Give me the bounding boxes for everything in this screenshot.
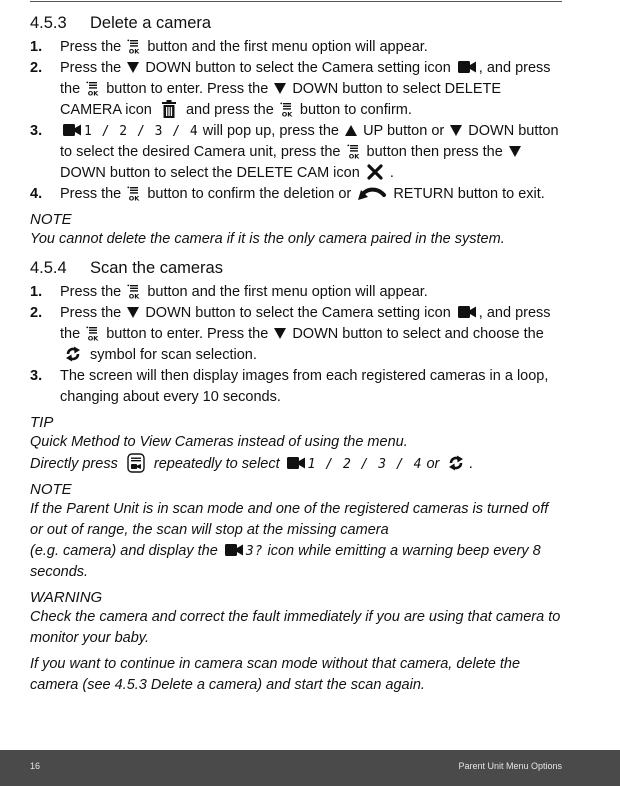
- note-heading: NOTE: [30, 211, 72, 228]
- page-content: [30, 13, 562, 696]
- warning-heading: WARNING: [30, 589, 103, 606]
- scan-cameras-steps: [30, 282, 562, 408]
- list-item: 3. 1 / 2 / 3 / 4 will pop up, press the UP button or DOWN button to select the desired Camera unit, press the button then press the DOWN button to select the DELETE CAM icon .: [30, 123, 559, 181]
- list-item: 2. Press the DOWN button to select the Camera setting icon , and press the button to enter. Press the DOWN button to select DELETE CAMERA icon and press the button to confirm.: [30, 60, 551, 118]
- note-text: If the Parent Unit is in scan mode and one of the registered cameras is turned off or out of range, the scan will stop at the missing camera: [30, 501, 549, 538]
- ok-menu-icon: [127, 186, 141, 201]
- ok-menu-icon: [347, 144, 361, 159]
- list-item: 1. Press the button and the first menu option will appear.: [30, 284, 428, 300]
- top-rule: [30, 1, 562, 2]
- down-arrow-icon: [450, 125, 462, 136]
- warning-text-2: If you want to continue in camera scan mode without that camera, delete the camera (see 4.5.3 Delete a camera) and start the scan again.: [30, 656, 521, 693]
- camera-icon: [63, 123, 81, 137]
- up-arrow-icon: [345, 125, 357, 136]
- ok-menu-icon: [127, 39, 141, 54]
- section-heading-scan-cameras: [30, 258, 562, 278]
- section-title: Scan the cameras: [90, 259, 223, 277]
- down-arrow-icon: [127, 307, 139, 318]
- ok-menu-icon: [127, 284, 141, 299]
- camera-numbers: 1 / 2 / 3 / 4: [84, 124, 199, 139]
- camera-icon: [287, 456, 305, 470]
- note-text-cont: (e.g. camera) and display the 3? icon while emitting a warning beep every 8 seconds.: [30, 543, 541, 580]
- camera-select-button-icon: [125, 453, 147, 473]
- camera-icon: [225, 543, 243, 557]
- page-footer: [0, 750, 620, 786]
- list-item: 2. Press the DOWN button to select the Camera setting icon , and press the button to enter. Press the DOWN button to select and choose the symbol for scan selection.: [30, 305, 551, 363]
- list-item: 3. The screen will then display images from each registered cameras in a loop, changing about every 10 seconds.: [30, 368, 549, 405]
- down-arrow-icon: [274, 328, 286, 339]
- camera-icon: [458, 305, 476, 319]
- list-item: 1. Press the button and the first menu option will appear.: [30, 39, 428, 55]
- section-number: 4.5.3: [30, 14, 67, 32]
- missing-camera-label: 3?: [245, 544, 264, 559]
- section-number: 4.5.4: [30, 259, 67, 277]
- delete-camera-steps: [30, 37, 562, 205]
- list-item: 4. Press the button to confirm the deletion or RETURN button to exit.: [30, 186, 545, 202]
- camera-numbers: 1 / 2 / 3 / 4: [307, 457, 423, 472]
- page-number: 16: [30, 761, 41, 771]
- note-text: You cannot delete the camera if it is the only camera paired in the system.: [30, 231, 505, 247]
- ok-menu-icon: [86, 326, 100, 341]
- down-arrow-icon: [127, 62, 139, 73]
- warning-text: Check the camera and correct the fault immediately if you are using that camera to monitor your baby.: [30, 609, 561, 646]
- section-heading-delete-camera: [30, 13, 562, 33]
- ok-menu-icon: [280, 102, 294, 117]
- ok-menu-icon: [86, 81, 100, 96]
- camera-icon: [458, 60, 476, 74]
- scan-icon: [64, 345, 82, 363]
- down-arrow-icon: [509, 146, 521, 157]
- trash-icon: [160, 100, 178, 118]
- tip-line-1: Quick Method to View Cameras instead of using the menu.: [30, 434, 408, 450]
- return-icon: [358, 185, 386, 201]
- tip-line-2: Directly press repeatedly to select 1 / 2 / 3 / 4 or .: [30, 453, 562, 475]
- section-title: Delete a camera: [90, 14, 212, 32]
- footer-title: Parent Unit Menu Options: [458, 761, 562, 771]
- tip-heading: TIP: [30, 414, 54, 431]
- delete-x-icon: [367, 164, 383, 180]
- note-heading: NOTE: [30, 481, 72, 498]
- scan-icon: [447, 454, 465, 472]
- down-arrow-icon: [274, 83, 286, 94]
